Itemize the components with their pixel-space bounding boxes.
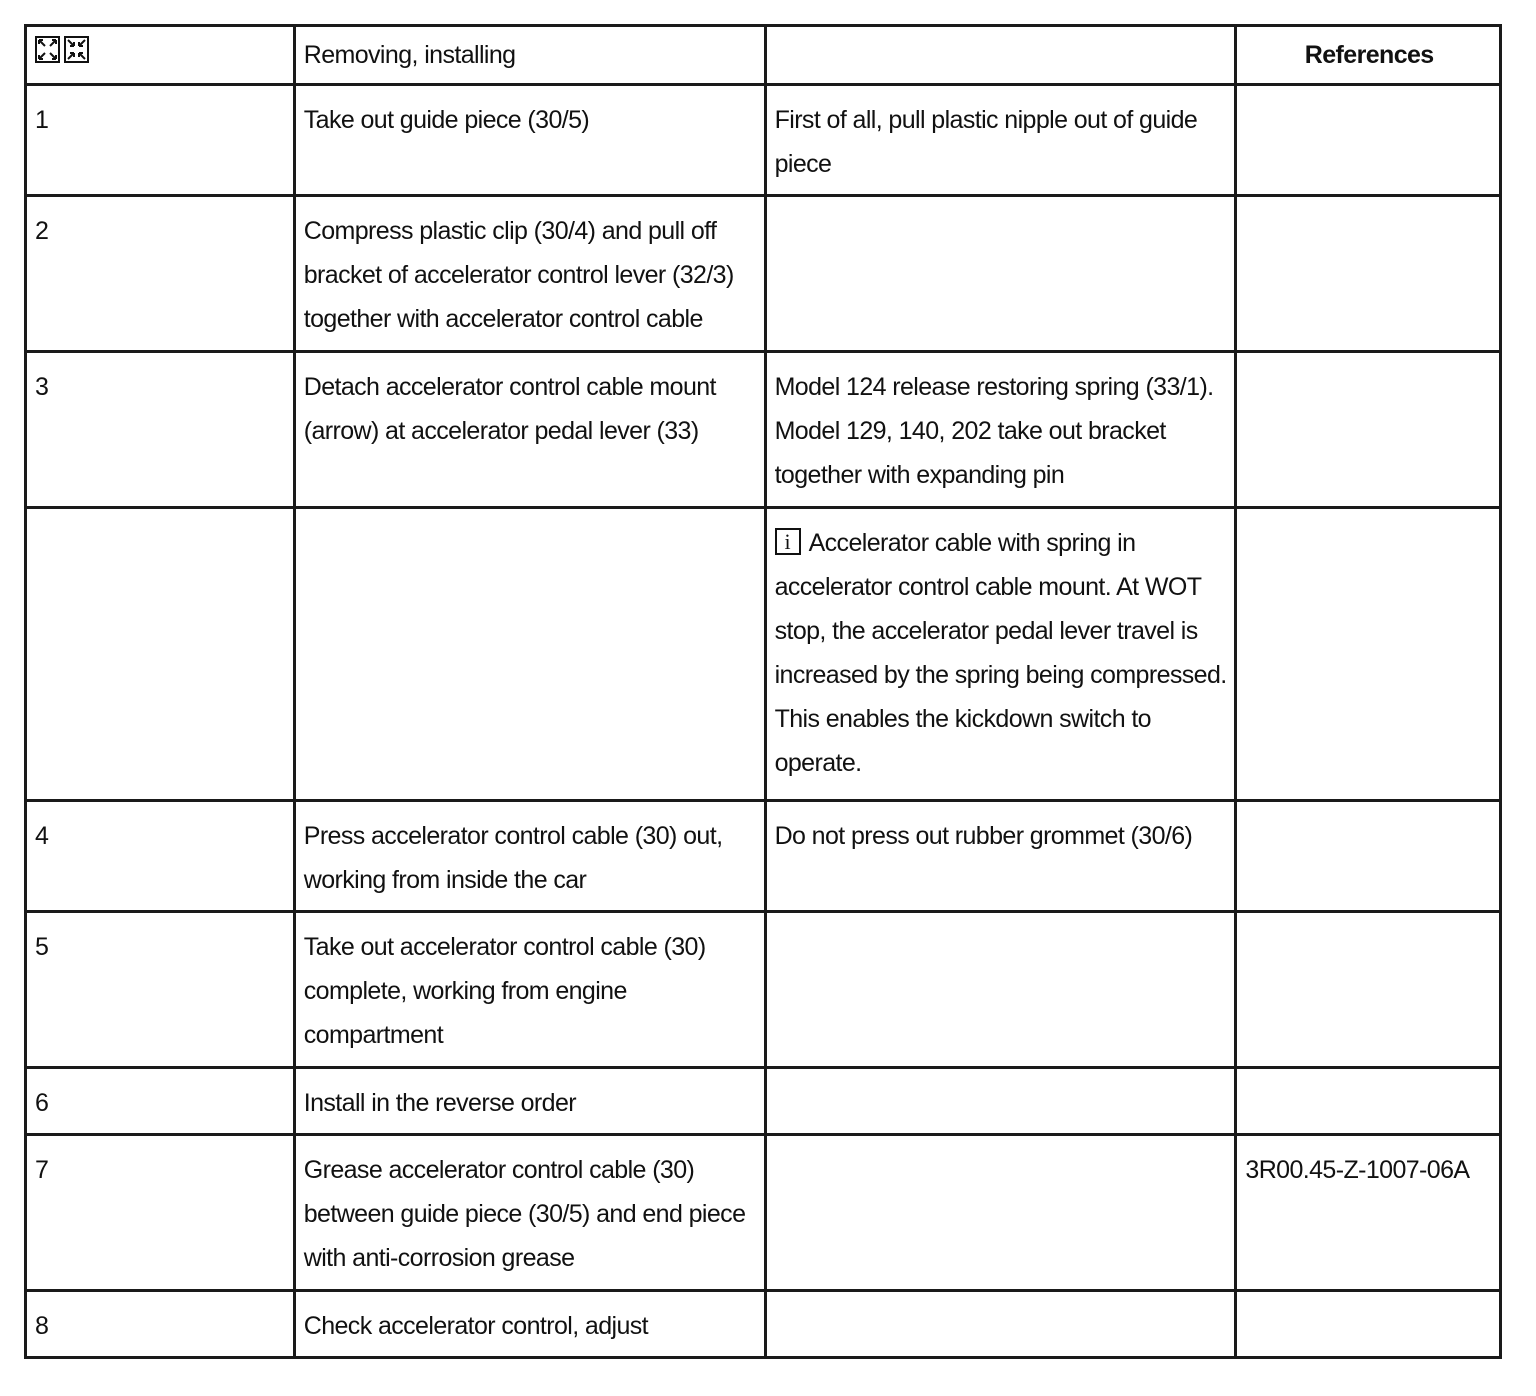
header-title: Removing, installing [294, 26, 765, 85]
step-reference [1236, 1291, 1501, 1358]
step-action: Grease accelerator control cable (30) between guide piece (30/5) and end piece with anti-corrosion grease [294, 1135, 765, 1291]
table-header-row [26, 26, 1501, 85]
step-number [26, 508, 295, 801]
info-icon: i [775, 528, 801, 555]
step-action: Compress plastic clip (30/4) and pull off bracket of accelerator control lever (32/3) together with accelerator control cable [294, 196, 765, 352]
table-row [26, 801, 1501, 912]
expand-arrows-icon [35, 36, 60, 63]
step-note [765, 912, 1236, 1068]
step-action: Check accelerator control, adjust [294, 1291, 765, 1358]
step-number: 4 [26, 801, 295, 912]
step-action [294, 508, 765, 801]
info-note-text: Accelerator cable with spring in accelerator control cable mount. At WOT stop, the accelerator pedal lever travel is increased by the spring being compressed. This enables the kickdown switch to operate. [774, 529, 1227, 777]
step-note: Model 124 release restoring spring (33/1). Model 129, 140, 202 take out bracket together with expanding pin [765, 352, 1236, 508]
step-reference: 3R00.45-Z-1007-06A [1236, 1135, 1501, 1291]
step-note [765, 1068, 1236, 1135]
step-reference [1236, 352, 1501, 508]
header-icons-cell [26, 26, 295, 85]
step-number: 6 [26, 1068, 295, 1135]
step-number: 3 [26, 352, 295, 508]
step-note: Do not press out rubber grommet (30/6) [765, 801, 1236, 912]
table-row [26, 85, 1501, 196]
table-row [26, 352, 1501, 508]
step-number: 8 [26, 1291, 295, 1358]
step-note [765, 196, 1236, 352]
header-references: References [1236, 26, 1501, 85]
step-number: 2 [26, 196, 295, 352]
table-row [26, 196, 1501, 352]
step-action: Press accelerator control cable (30) out, working from inside the car [294, 801, 765, 912]
table-row [26, 912, 1501, 1068]
step-reference [1236, 801, 1501, 912]
step-reference [1236, 508, 1501, 801]
table-row [26, 508, 1501, 801]
step-reference [1236, 1068, 1501, 1135]
procedure-table [24, 24, 1502, 1359]
step-number: 7 [26, 1135, 295, 1291]
step-action: Take out guide piece (30/5) [294, 85, 765, 196]
step-number: 1 [26, 85, 295, 196]
step-reference [1236, 85, 1501, 196]
step-number: 5 [26, 912, 295, 1068]
step-note [765, 1135, 1236, 1291]
step-reference [1236, 196, 1501, 352]
header-note [765, 26, 1236, 85]
compress-arrows-icon [64, 36, 89, 63]
step-note: First of all, pull plastic nipple out of guide piece [765, 85, 1236, 196]
table-row [26, 1068, 1501, 1135]
step-note-info [765, 508, 1236, 801]
step-note [765, 1291, 1236, 1358]
step-action: Detach accelerator control cable mount (arrow) at accelerator pedal lever (33) [294, 352, 765, 508]
step-action: Take out accelerator control cable (30) complete, working from engine compartment [294, 912, 765, 1068]
step-reference [1236, 912, 1501, 1068]
table-row [26, 1135, 1501, 1291]
step-action: Install in the reverse order [294, 1068, 765, 1135]
table-row [26, 1291, 1501, 1358]
